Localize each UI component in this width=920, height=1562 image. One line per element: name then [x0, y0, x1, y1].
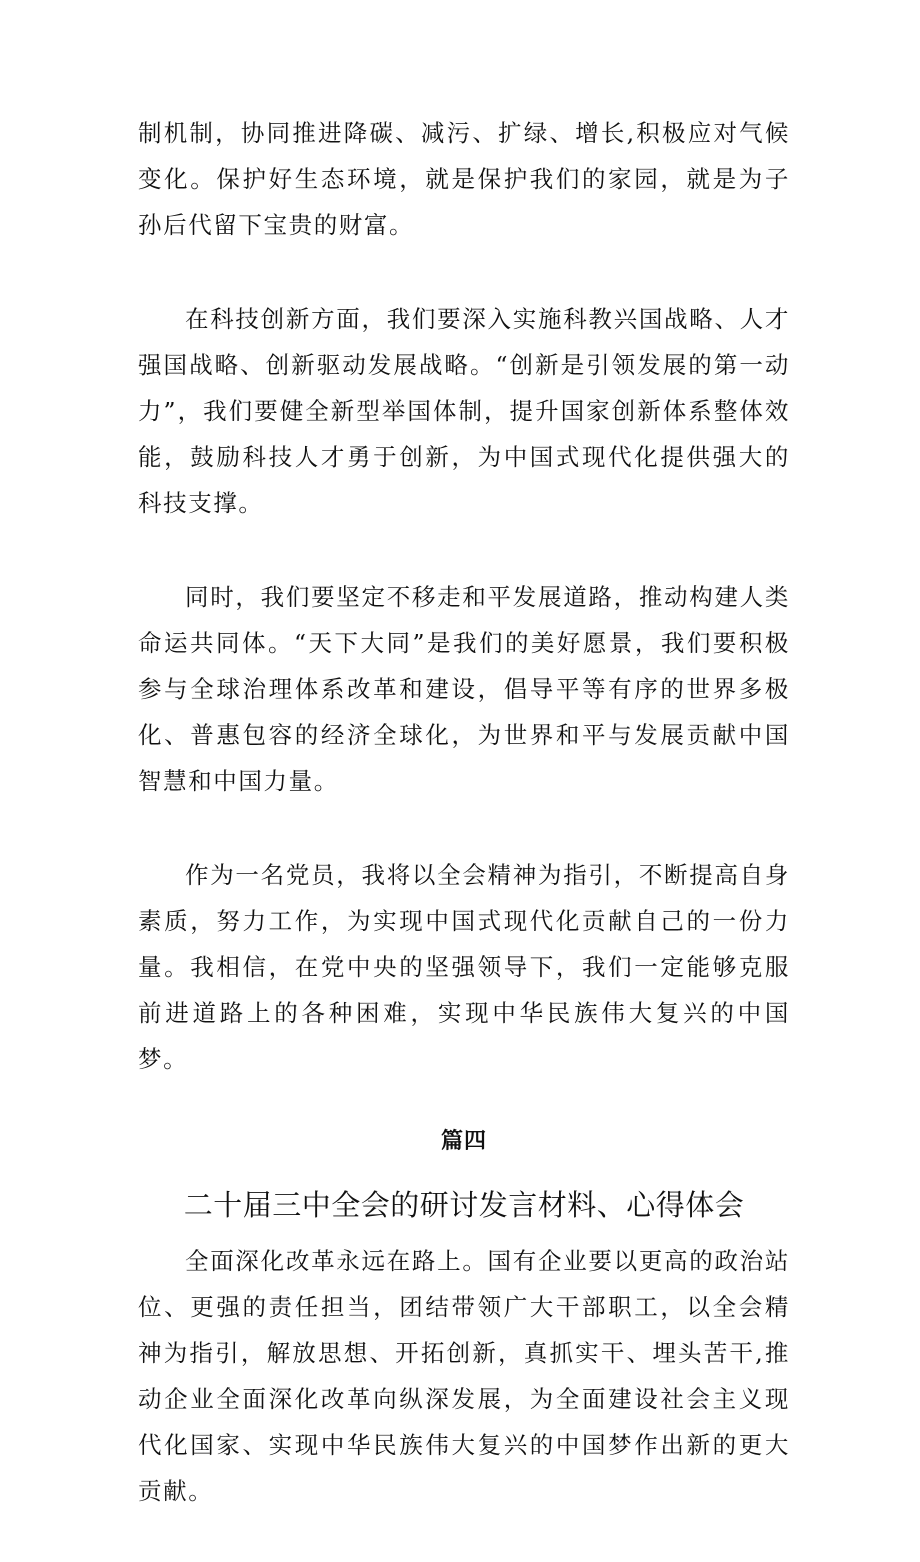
paragraph-tech-innovation: 在科技创新方面，我们要深入实施科教兴国战略、人才强国战略、创新驱动发展战略。“创新是引领发展的第一动力”，我们要健全新型举国体制，提升国家创新体系整体效能，鼓励科技人才勇于创新，为中国式现代化提供强大的科技支撑。	[138, 305, 790, 517]
section-label: 篇四	[440, 1129, 487, 1154]
document-body	[138, 110, 790, 1562]
section-title: 二十届三中全会的研讨发言材料、心得体会	[183, 1188, 745, 1222]
paragraph-deepening-reform: 全面深化改革永远在路上。国有企业要以更高的政治站位、更强的责任担当，团结带领广大干部职工，以全会精神为指引，解放思想、开拓创新，真抓实干、埋头苦干,推动企业全面深化改革向纵深发展，为全面建设社会主义现代化国家、实现中华民族伟大复兴的中国梦作出新的更大贡献。	[138, 1247, 790, 1505]
paragraph-party-member: 作为一名党员，我将以全会精神为指引，不断提高自身素质，努力工作，为实现中国式现代化贡献自己的一份力量。我相信，在党中央的坚强领导下，我们一定能够克服前进道路上的各种困难，实现中华民族伟大复兴的中国梦。	[138, 861, 790, 1073]
paragraph-continuation: 制机制，协同推进降碳、减污、扩绿、增长,积极应对气候变化。保护好生态环境，就是保护我们的家园，就是为子孙后代留下宝贵的财富。	[138, 119, 790, 239]
paragraph-peaceful-development: 同时，我们要坚定不移走和平发展道路，推动构建人类命运共同体。“天下大同”是我们的美好愿景，我们要积极参与全球治理体系改革和建设，倡导平等有序的世界多极化、普惠包容的经济全球化，为世界和平与发展贡献中国智慧和中国力量。	[138, 583, 790, 795]
